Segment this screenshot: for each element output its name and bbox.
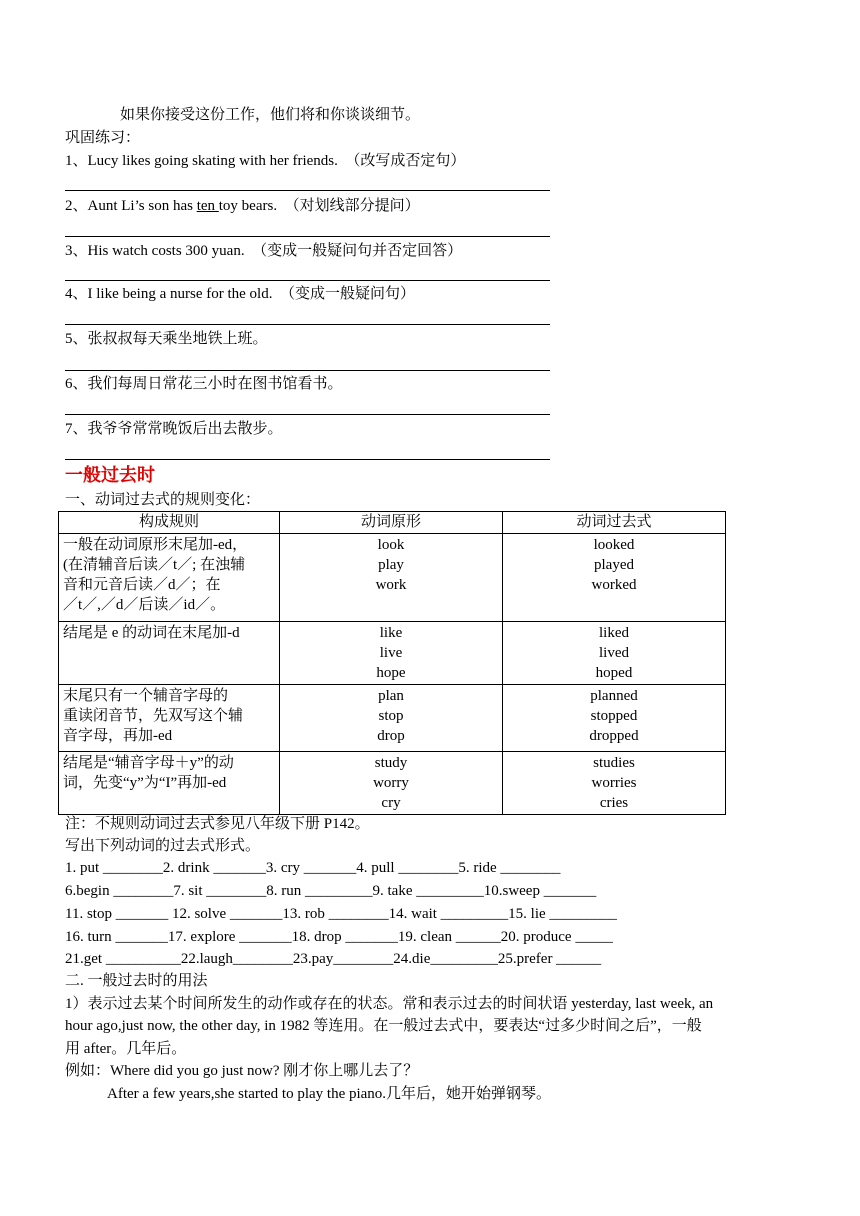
base-cell: look play work: [280, 534, 503, 622]
table-row: [59, 534, 726, 622]
answer-line-2[interactable]: [65, 236, 550, 237]
past-cell: looked played worked: [503, 534, 726, 622]
practice-title: 巩固练习：: [65, 130, 141, 146]
answer-line-7[interactable]: [65, 459, 550, 460]
header-base: 动词原形: [280, 512, 503, 534]
answer-line-5[interactable]: [65, 370, 550, 371]
example-1: 例如：Where did you go just now? 刚才你上哪儿去了？: [65, 1063, 419, 1079]
past-cell: planned stopped dropped: [503, 685, 726, 752]
usage-p1-line1: 1）表示过去某个时间所发生的动作或存在的状态。常和表示过去的时间状语 yesterday, last week, an: [65, 996, 714, 1012]
usage-p1-line2: hour ago,just now, the other day, in 1982 等连用。在一般过去式中，要表达“过多少时间之后”，一般: [65, 1018, 702, 1034]
base-cell: study worry cry: [280, 752, 503, 815]
usage-title: 二. 一般过去时的用法: [65, 973, 208, 989]
rule-cell: 结尾是“辅音字母＋y”的动 词，先变“y”为“I”再加-ed: [59, 752, 280, 815]
practice-item-5: 5、张叔叔每天乘坐地铁上班。: [65, 331, 268, 347]
practice-item-3: 3、His watch costs 300 yuan. （变成一般疑问句并否定回答）: [65, 243, 463, 259]
answer-line-1[interactable]: [65, 190, 550, 191]
past-cell: liked lived hoped: [503, 622, 726, 685]
header-past: 动词过去式: [503, 512, 726, 534]
practice-item-7: 7、我爷爷常常晚饭后出去散步。: [65, 421, 283, 437]
past-tense-rules-table: [58, 511, 726, 815]
rule-cell: 末尾只有一个辅音字母的 重读闭音节，先双写这个辅 音字母，再加-ed: [59, 685, 280, 752]
practice-item-4: 4、I like being a nurse for the old. （变成一般疑问句）: [65, 286, 415, 302]
practice-item-6: 6、我们每周日常花三小时在图书馆看书。: [65, 376, 343, 392]
practice-item-2: 2、Aunt Li’s son has ten toy bears. （对划线部分提问）: [65, 198, 420, 214]
base-cell: plan stop drop: [280, 685, 503, 752]
word-row-1[interactable]: 1. put ________2. drink _______3. cry _______4. pull ________5. ride ________: [65, 860, 561, 876]
write-title: 写出下列动词的过去式形式。: [65, 838, 261, 854]
table-header-row: [59, 512, 726, 534]
table-row: [59, 752, 726, 815]
answer-line-4[interactable]: [65, 324, 550, 325]
practice-item-1: 1、Lucy likes going skating with her friends. （改写成否定句）: [65, 153, 466, 169]
section-title: 一般过去时: [65, 465, 155, 486]
word-row-3[interactable]: 11. stop _______ 12. solve _______13. rob ________14. wait _________15. lie _________: [65, 906, 617, 922]
answer-line-6[interactable]: [65, 414, 550, 415]
irregular-note: 注：不规则动词过去式参见八年级下册 P142。: [65, 816, 370, 832]
base-cell: like live hope: [280, 622, 503, 685]
header-rule: 构成规则: [59, 512, 280, 534]
past-cell: studies worries cries: [503, 752, 726, 815]
rule-cell: 结尾是 e 的动词在末尾加-d: [59, 622, 280, 685]
usage-p1-line3: 用 after。几年后。: [65, 1041, 187, 1057]
answer-line-3[interactable]: [65, 280, 550, 281]
table-row: [59, 685, 726, 752]
word-row-4[interactable]: 16. turn _______17. explore _______18. drop _______19. clean ______20. produce _____: [65, 929, 613, 945]
word-row-5[interactable]: 21.get __________22.laugh________23.pay________24.die_________25.prefer ______: [65, 951, 602, 967]
rule-cell: 一般在动词原形末尾加-ed， (在清辅音后读／t／; 在浊辅 音和元音后读／d／；在 ／t／,／d／后读／id／。: [59, 534, 280, 622]
intro-line: 如果你接受这份工作，他们将和你谈谈细节。: [120, 107, 421, 123]
word-row-2[interactable]: 6.begin ________7. sit ________8. run _________9. take _________10.sweep _______: [65, 883, 597, 899]
example-2: After a few years,she started to play the piano.几年后，她开始弹钢琴。: [107, 1086, 552, 1102]
rules-subtitle: 一、动词过去式的规则变化：: [65, 492, 261, 508]
table-row: [59, 622, 726, 685]
